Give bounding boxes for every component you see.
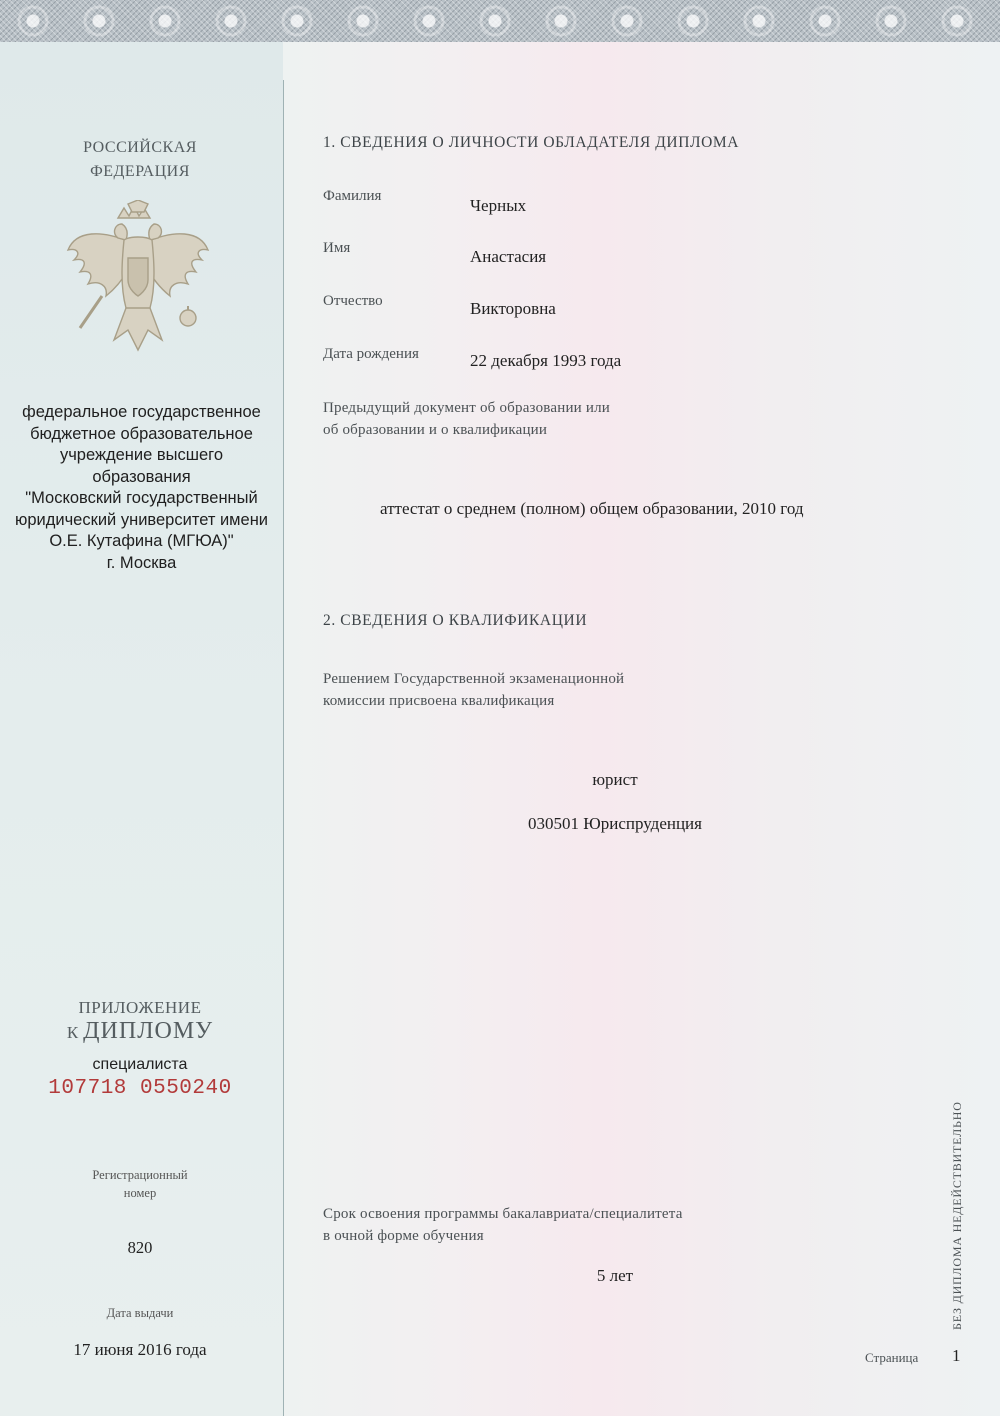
program-duration-line-2: в очной форме обучения [323, 1228, 484, 1244]
university-name [10, 402, 273, 574]
previous-document-value: аттестат о среднем (полном) общем образовании, 2010 год [380, 499, 804, 518]
issue-date: 17 июня 2016 года [73, 1340, 207, 1359]
country-line-1: РОССИЙСКАЯ [83, 139, 197, 156]
page-label: Страница [865, 1350, 919, 1365]
serial-number: 107718 0550240 [48, 1077, 232, 1100]
program-duration-value: 5 лет [596, 1266, 634, 1285]
page-number: 1 [952, 1346, 961, 1365]
university-line: бюджетное образовательное [30, 424, 253, 443]
program-duration-label [323, 1203, 683, 1247]
university-line: учреждение высшего [59, 446, 224, 464]
country-title [40, 136, 240, 184]
registration-label-line-2: номер [123, 1186, 157, 1200]
previous-document-line-1: Предыдущий документ об образовании или [323, 400, 611, 416]
section-2-title: 2. СВЕДЕНИЯ О КВАЛИФИКАЦИИ [323, 612, 588, 629]
surname-value: Черных [470, 196, 527, 215]
qualification-value: юрист [592, 770, 638, 789]
program-duration-line-1: Срок освоения программы бакалавриата/специалитета [323, 1206, 683, 1222]
university-line: юридический университет имени [14, 510, 269, 529]
university-line: образования [92, 467, 191, 486]
country-line-2: ФЕДЕРАЦИЯ [90, 163, 190, 180]
appendix-diploma-title [40, 1018, 240, 1045]
commission-decision-line-1: Решением Государственной экзаменационной [323, 671, 625, 687]
patronymic-value: Викторовна [470, 299, 556, 318]
russian-coat-of-arms-icon [62, 200, 214, 360]
specialty-value: 030501 Юриспруденция [528, 814, 702, 833]
university-line: г. Москва [106, 553, 177, 572]
dob-value: 22 декабря 1993 года [470, 351, 622, 370]
registration-number: 820 [127, 1238, 153, 1257]
dob-label: Дата рождения [323, 346, 419, 362]
appendix-title: ПРИЛОЖЕНИЕ [78, 998, 202, 1017]
registration-label [40, 1166, 240, 1202]
previous-document-label [323, 397, 610, 441]
guilloche-border [0, 0, 1000, 42]
degree-type: специалиста [92, 1056, 188, 1073]
university-line: "Московский государственный [25, 489, 258, 507]
appendix-k: К [66, 1023, 80, 1042]
panel-divider [283, 80, 284, 1416]
validity-side-note: БЕЗ ДИПЛОМА НЕДЕЙСТВИТЕЛЬНО [950, 1101, 964, 1330]
appendix-diploma: ДИПЛОМУ [83, 1018, 214, 1044]
university-line: федеральное государственное [22, 403, 261, 421]
name-value: Анастасия [470, 247, 547, 266]
surname-label: Фамилия [323, 188, 382, 204]
previous-document-line-2: об образовании и о квалификации [323, 422, 548, 438]
commission-decision [323, 668, 624, 712]
registration-label-line-1: Регистрационный [92, 1168, 188, 1182]
patronymic-label: Отчество [323, 293, 383, 309]
name-label: Имя [323, 240, 351, 256]
university-line: О.Е. Кутафина (МГЮА)" [49, 532, 234, 550]
commission-decision-line-2: комиссии присвоена квалификация [323, 693, 555, 709]
section-1-title: 1. СВЕДЕНИЯ О ЛИЧНОСТИ ОБЛАДАТЕЛЯ ДИПЛОМА [323, 134, 740, 151]
issue-date-label: Дата выдачи [106, 1306, 174, 1320]
